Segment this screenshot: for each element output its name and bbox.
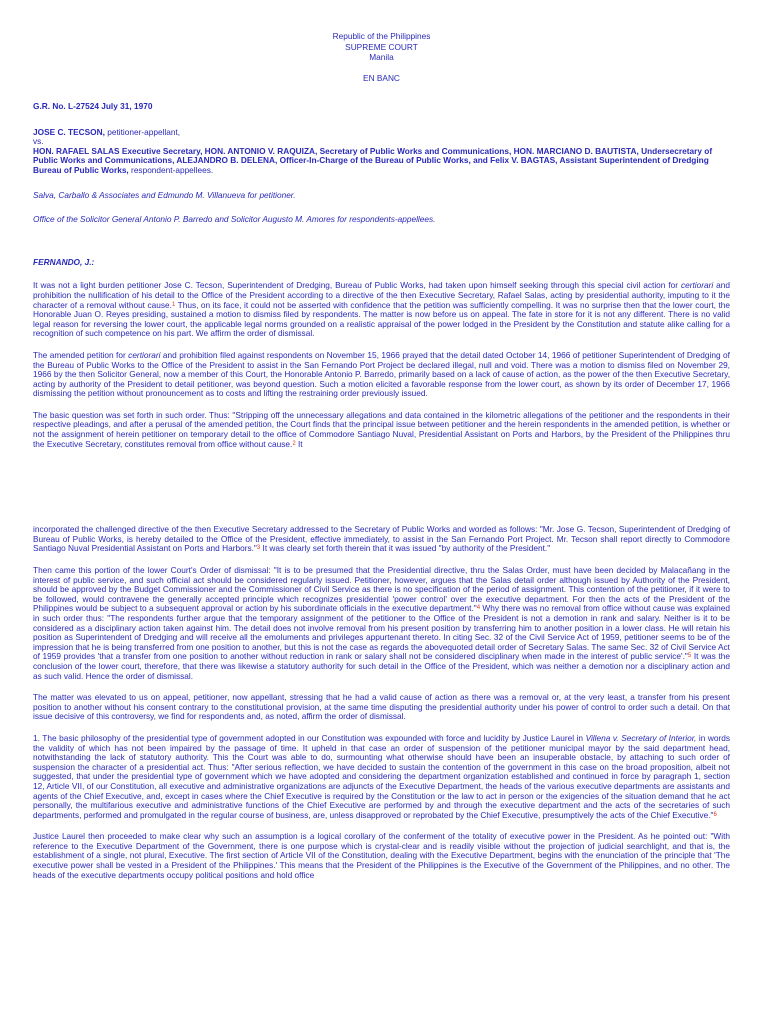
paragraph-7: 1. The basic philosophy of the presidential type of government adopted in our Constitution was expounded with force and lucidity by Justice Laurel in Villena v. Secretary of Interior, in words the validity of which has not been impaired by the passage of time. It upheld in that case an order of suspension of the petitioner municipal mayor by the said department head, notwithstanding the lack of statutory authority. This the Court was able to do, surmounting what otherwise should have been an insuperable obstacle, by attaching to such order of suspension the character of a presidential act. Thus: "After serious reflection, we have decided to sustain the contention of the government in this case on the broad proposition, albeit not suggested, that under the presidential type of government which we have adopted and considering the department organization established and continued in force by paragraph 1, section 12, Article VII, of our Constitution, all executive and administrative organizations are adjuncts of the Executive Department, the heads of the various executive departments are assistants and agents of the Chief Executive, and, except in cases where the Chief Executive is required by the Constitution or the law to act in person or the exigencies of the situation demand that he act personally, the multifarious executive and administrative functions of the Chief Executive are performed by and through the executive department and the acts of the secretaries of such departments, performed and promulgated in the regular course of business, are, unless disapproved or reprobated by the Chief Executive, presumptively the acts of the Chief Executive."$^6$ — [33, 732, 730, 820]
republic-line: Republic of the Philippines — [332, 31, 431, 41]
footnote-link-5[interactable]: 5 — [687, 653, 692, 660]
paragraph-6: The matter was elevated to us on appeal, petitioner, now appellant, stressing that he had a valid cause of action as there was a removal or, at the very least, a transfer from his present position to another without his consent contrary to the constitutional provision, at the same time disputing the presidential authority under his power of control to order such a detail. On that issue decisive of this controversy, we find for respondents and, as noted, affirm the order of dismissal. — [33, 692, 730, 722]
respondents-names: HON. RAFAEL SALAS Executive Secretary, HON. ANTONIO V. RAQUIZA, Secretary of Public Works and Communications, HON. MARCIANO D. BAUTISTA, Undersecretary of Public Works and Communications, ALEJANDRO B. DELENA, Officer-In-Charge of the Bureau of Public Works, and Felix V. BAGTAS, Assistant Superintendent of Dredging Bureau of Public Works, — [33, 145, 713, 175]
paragraph-2: The amended petition for certiorari and prohibition filed against respondents on November 15, 1966 prayed that the detail dated October 14, 1966 of petitioner Superintendent of Dredging of the Bureau of Public Works to the Office of the President to assist in the San Fernando Port Project be declared illegal, null and void. There was a motion to dismiss filed on November 29, 1966 by the then Solicitor General, now a member of this Court, the Honorable Antonio P. Barredo, primarily based on a lack of cause of action, as the power of the then Executive Secretary, acting by authority of the President to detail petitioner, was beyond question. Such a motion elicited a favorable response from the lower court, as shown by its order of December 17, 1966 dismissing the petition without pronouncement as to costs and lifting the restraining order previously issued. — [33, 349, 730, 399]
paragraph-3: The basic question was set forth in such order. Thus: "Stripping off the unnecessary allegations and data contained in the kilometric allegations of the petitioner and the respondents in their respective pleadings, and after a perusal of the amended petition, the Court finds that the principal issue between petitioner and the herein respondents in the amended petition, is whether or not the assignment of herein petitioner on temporary detail to the office of Commodore Santiago Nuval, Presidential Assistant on Ports and Harbors, by the President of the Philippines thru the Executive Secretary, constitutes removal from office without cause.$^2$ It — [33, 409, 730, 449]
footnote-link-3[interactable]: 3 — [256, 545, 261, 552]
ponente: FERNANDO, J.: — [33, 256, 95, 267]
footnote-link-6[interactable]: 6 — [713, 811, 717, 818]
versus-line: vs. — [33, 136, 44, 147]
counsel-respondents: Office of the Solicitor General Antonio P. Barredo and Solicitor Augusto M. Amores for respondents-appellees. — [33, 214, 436, 225]
footnote-link-1[interactable]: 1 — [171, 301, 176, 308]
footnote-link-2[interactable]: 2 — [292, 440, 296, 447]
footnote-link-4[interactable]: 4 — [476, 605, 481, 612]
petitioner-name: JOSE C. TECSON, — [33, 126, 105, 137]
petitioner-role: petitioner-appellant, — [104, 126, 181, 137]
court-header — [33, 31, 730, 83]
paragraph-8: Justice Laurel then proceeded to make clear why such an assumption is a logical corollary of the conferment of the totality of executive power in the President. As he pointed out: "With reference to the Executive Department of the Government, there is one purpose which is crystal-clear and is readily visible without the projection of judicial searchlight, and that is, the establishment of a single, not plural, Executive. The first section of Article VII of the Constitution, dealing with the Executive Department, begins with the enunciation of the principle that 'The executive power shall be vested in a President of the Philippines.' This means that the President of the Philippines is the Executive of the Government of the Philippines, and no other. The heads of the executive departments occupy political positions and hold office — [33, 831, 730, 880]
respondents-role: respondent-appellees. — [128, 164, 214, 175]
case-parties — [33, 128, 730, 176]
decision-document — [33, 31, 730, 880]
division-line: EN BANC — [363, 72, 400, 83]
case-number: G.R. No. L-27524 July 31, 1970 — [33, 101, 153, 111]
paragraph-1: It was not a light burden petitioner Jose C. Tecson, Superintendent of Dredging, Bureau of Public Works, had taken upon himself seeking through this special civil action for certiorari and prohibition the nullification of his detail to the Office of the President according to a directive of the then Executive Secretary, Rafael Salas, acting by presidential authority, imputing to it the character of a removal without cause.$^1$ Thus, on its face, it could not be asserted with confidence that the petition was sufficiently compelling. It was no surprise then that the lower court, the Honorable Juan O. Reyes presiding, sustained a motion to dismiss filed by respondents. The matter is now before us on appeal. The fate in store for it is not any different. There is no valid legal reason for reversing the lower court, the applicable legal norms grounded on a realistic appraisal of the power lodged in the President by the Constitution and statute alike calling for a recognition of such competence on his part. We affirm the order of dismissal. — [33, 280, 730, 339]
paragraph-4: incorporated the challenged directive of the then Executive Secretary addressed to the Secretary of Public Works and worded as follows: "Mr. Jose G. Tecson, Superintendent of Dredging of Bureau of Public Works, is hereby detailed to the Office of the President, effective immediately, to assist in the San Fernando Port Project. Mr. Tecson shall report directly to Commodore Santiago Nuval Presidential Assistant on Ports and Harbors."$^3$ It was clearly set forth therein that it was issued "by authority of the President." — [33, 524, 730, 554]
paragraph-5: Then came this portion of the lower Court's Order of dismissal: "It is to be presumed that the Presidential directive, thru the Salas Order, must have been decided by Malacañang in the interest of public service, and such official act should be considered regularly issued. Petitioner, however, argues that the Salas detail order although issued by Authority of the President, should be approved by the Budget Commissioner and the Commissioner of Civil Service as there is no specification of the period of assignment. This contention of the petitioner, if it were to be followed, would contravene the generally accepted principle which recognizes presidential 'power control' over the executive department. For then the acts of the President of the Philippines would be subject to a subsequent approval or action by his subordinate officials in the executive department."$^4$ Why there was no removal from office without cause was explained in such order thus: "The respondents further argue that the temporary assignment of the petitioner to the Office of the President is not a demotion in rank and salary. Neither is it to be considered as a disciplinary action taken against him. The detail does not involve removal from his present position by transferring him to another position in a lower class. He will retain his position as Superintendent of Dredging and will receive all the emoluments and privileges appurtenant thereto. In citing Sec. 32 of the Civil Service Act of 1959, petitioner seems to be of the impression that he is being transferred from one position to another, but this is not the case as regards the abovequoted detail order of Secretary Salas. The same Sec. 32 of Civil Service Act of 1959 provides 'that a transfer from one position to another without reduction in rank or salary shall not be considered disciplinary when made in the interest of public service'."$^5$ It was the conclusion of the lower court, therefore, that there was likewise a statutory authority for such detail in the Office of the President, which was neither a demotion nor a disciplinary action and as such valid. Hence the order of dismissal. — [33, 565, 730, 681]
court-name: SUPREME COURT — [345, 41, 418, 52]
page-break-gap — [33, 449, 730, 525]
counsel-petitioner: Salva, Carballo & Associates and Edmundo M. Villanueva for petitioner. — [33, 189, 296, 200]
city-line: Manila — [369, 52, 394, 62]
